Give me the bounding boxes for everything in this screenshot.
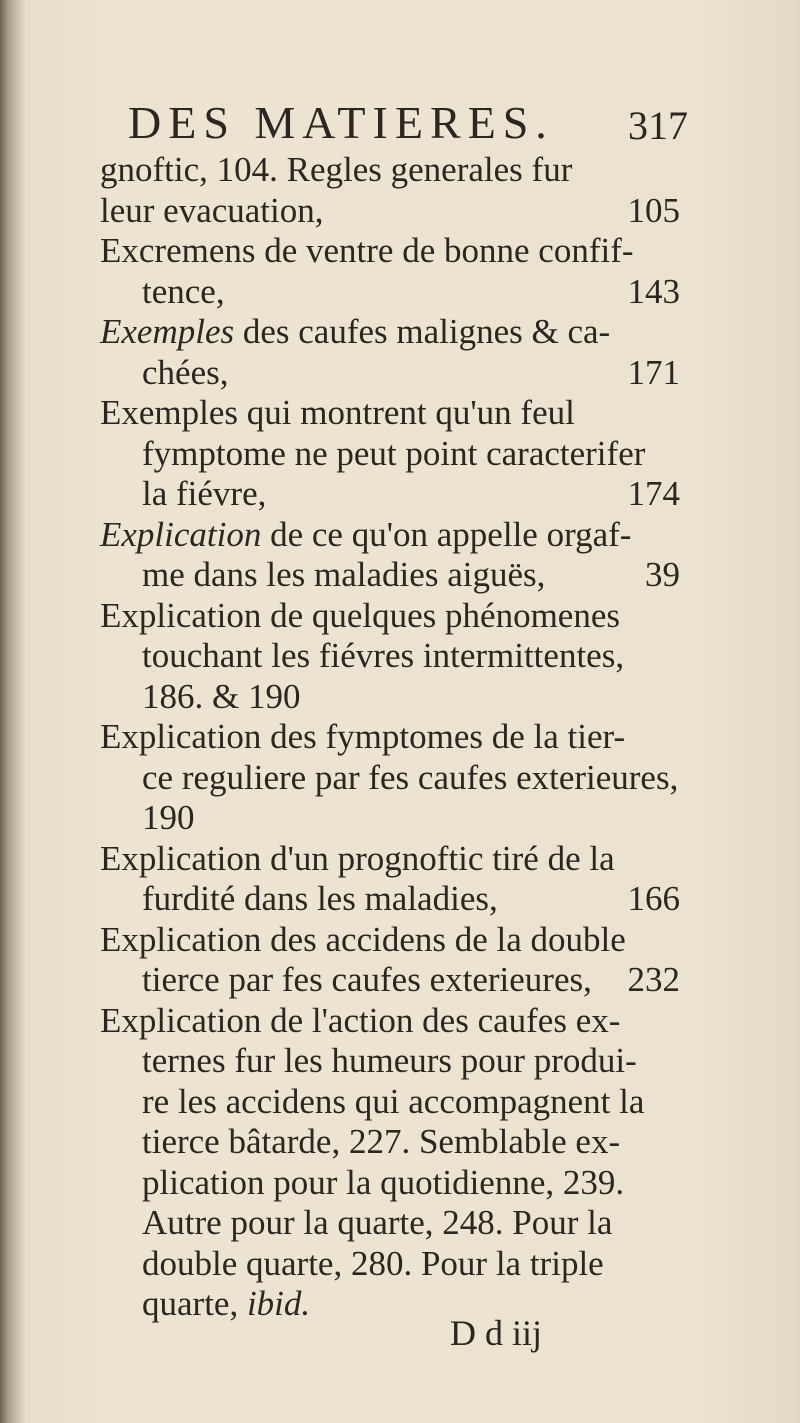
entry-text: furdité dans les maladies, <box>142 879 498 918</box>
index-entry <box>100 920 680 1001</box>
entry-ibid: ibid. <box>246 1284 311 1323</box>
page-number: 317 <box>628 103 688 148</box>
entry-line <box>100 717 680 758</box>
index-entry <box>100 150 680 231</box>
book-binding-edge <box>0 0 26 1423</box>
signature-mark: D d iij <box>450 1313 543 1353</box>
entry-line <box>100 1284 680 1325</box>
entry-text: gnoftic, 104. Regles generales fur <box>100 150 573 189</box>
index-entry <box>100 231 680 312</box>
entry-text: Explication de l'action des caufes ex- <box>100 1000 621 1040</box>
entry-line <box>100 839 680 880</box>
entry-line <box>100 798 680 839</box>
entry-text: 186. & 190 <box>142 676 301 716</box>
index-entries <box>100 150 680 1325</box>
entry-text: Explication des accidens de la double <box>100 919 626 959</box>
entry-line <box>100 191 680 232</box>
index-entry <box>100 1001 680 1325</box>
entry-text: me dans les maladies aiguës, <box>142 555 546 594</box>
entry-line <box>100 231 680 272</box>
running-header <box>128 96 688 154</box>
entry-line <box>100 1244 680 1285</box>
entry-text: ce reguliere par fes caufes exterieures, <box>142 757 679 797</box>
entry-line <box>100 393 680 434</box>
index-entry <box>100 393 680 515</box>
entry-text: 190 <box>142 798 195 837</box>
entry-term: Explication <box>100 514 262 554</box>
entry-line <box>100 1203 680 1244</box>
entry-page-ref: 166 <box>627 879 680 918</box>
entry-line <box>100 1041 680 1082</box>
entry-page-ref: 171 <box>627 352 680 392</box>
entry-line <box>100 1122 680 1163</box>
entry-text: Excremens de ventre de bonne confif- <box>100 231 634 270</box>
entry-text: de ce qu'on appelle orgaf- <box>261 514 632 554</box>
entry-page-ref: 143 <box>627 271 680 311</box>
entry-text: tence, <box>142 271 225 311</box>
entry-page-ref: 232 <box>627 960 680 999</box>
entry-page-ref: 174 <box>627 474 680 513</box>
entry-line <box>100 555 680 596</box>
entry-line <box>100 1082 680 1123</box>
entry-line <box>100 879 680 920</box>
entry-text: Exemples qui montrent qu'un feul <box>100 393 575 432</box>
index-entry <box>100 596 680 718</box>
index-entry <box>100 839 680 920</box>
entry-line <box>100 474 680 515</box>
entry-text: la fiévre, <box>142 474 267 513</box>
entry-text: re les accidens qui accompagnent la <box>142 1081 645 1121</box>
entry-text: double quarte, 280. Pour la triple <box>142 1243 604 1283</box>
index-entry <box>100 717 680 839</box>
entry-line <box>100 353 680 394</box>
entry-text: ternes fur les humeurs pour produi- <box>142 1041 637 1080</box>
entry-line <box>100 515 680 556</box>
entry-line <box>100 677 680 718</box>
header-title: DES MATIERES. <box>128 97 554 148</box>
entry-line <box>100 920 680 961</box>
entry-text: tierce par fes caufes exterieures, <box>142 960 592 999</box>
entry-line <box>100 596 680 637</box>
entry-line <box>100 758 680 799</box>
entry-line <box>100 1001 680 1042</box>
entry-line <box>100 636 680 677</box>
entry-text: touchant les fiévres intermittentes, <box>142 636 625 675</box>
entry-text: Explication des fymptomes de la tier- <box>100 717 626 756</box>
entry-text: fymptome ne peut point caracterifer <box>142 433 646 473</box>
entry-text: Explication de quelques phénomenes <box>100 595 620 635</box>
entry-line <box>100 312 680 353</box>
entry-term: Exemples <box>100 312 235 351</box>
entry-text: Explication d'un prognoftic tiré de la <box>100 838 615 878</box>
entry-line <box>100 150 680 191</box>
entry-text: Autre pour la quarte, 248. Pour la <box>142 1203 613 1242</box>
entry-text: chées, <box>142 352 229 392</box>
entry-line <box>100 960 680 1001</box>
entry-line <box>100 1163 680 1204</box>
entry-line <box>100 434 680 475</box>
entry-text: tierce bâtarde, 227. Semblable ex- <box>142 1122 621 1161</box>
entry-text: plication pour la quotidienne, 239. <box>142 1162 625 1202</box>
entry-page-ref: 105 <box>627 190 680 230</box>
entry-line <box>100 272 680 313</box>
index-entry <box>100 515 680 596</box>
index-entry <box>100 312 680 393</box>
entry-text: quarte, <box>142 1284 239 1323</box>
entry-text: des caufes malignes & ca- <box>234 312 611 351</box>
entry-page-ref: 39 <box>645 555 680 594</box>
entry-text: leur evacuation, <box>100 190 324 230</box>
